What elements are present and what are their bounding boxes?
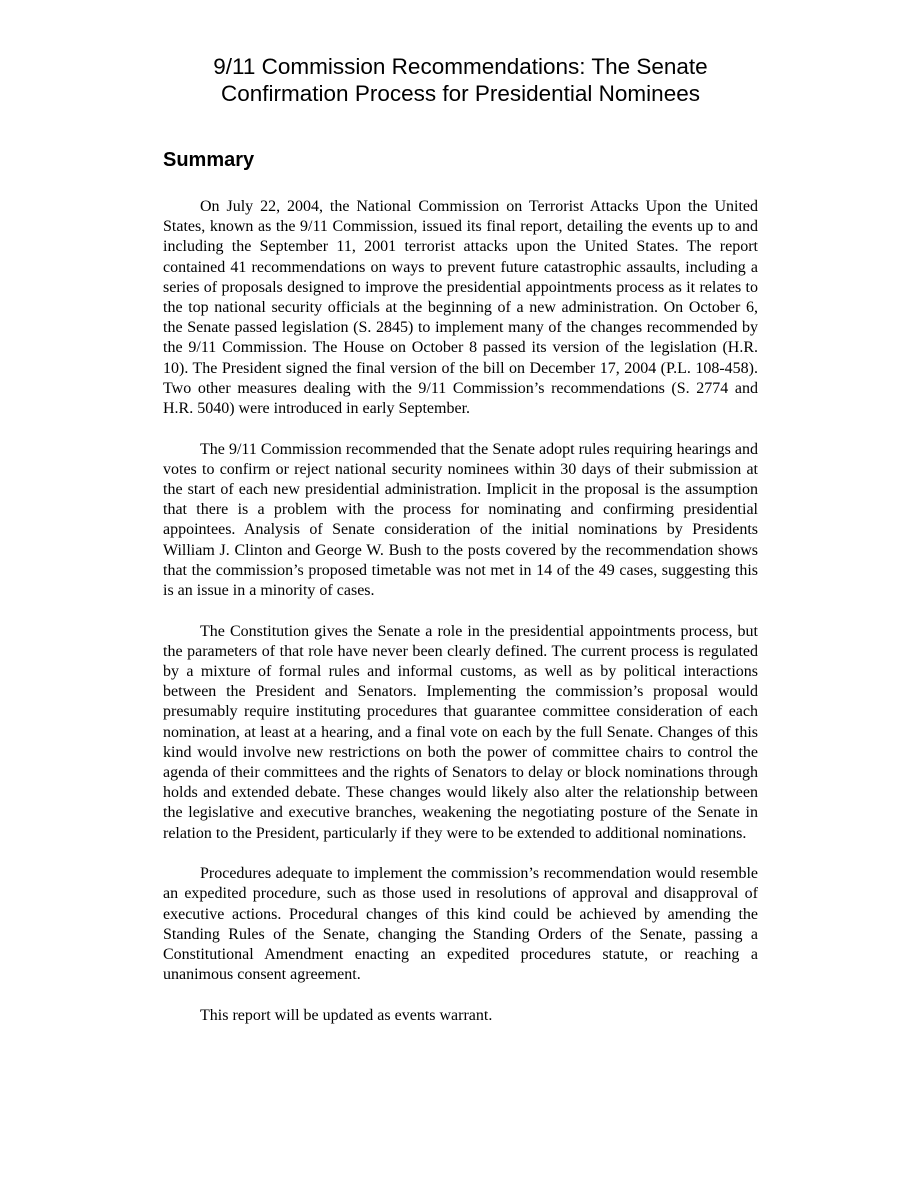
- paragraph-2: The 9/11 Commission recommended that the Senate adopt rules requiring hearings and votes to confirm or reject national security nominees within 30 days of their submission at the start of each new presidential administration. Implicit in the proposal is the assumption that there is a problem with the process for nominating and confirming presidential appointees. Analysis of Senate consideration of the initial nominations by Presidents William J. Clinton and George W. Bush to the posts covered by the recommendation shows that the commission’s proposed timetable was not met in 14 of the 49 cases, suggesting this is an issue in a minority of cases.: [163, 440, 758, 600]
- paragraph-5: This report will be updated as events warrant.: [200, 1006, 493, 1024]
- title-line-1: 9/11 Commission Recommendations: The Senate: [213, 54, 708, 79]
- paragraph-4: Procedures adequate to implement the commission’s recommendation would resemble an expedited procedure, such as those used in resolutions of approval and disapproval of executive actions. Procedural changes of this kind could be achieved by amending the Standing Rules of the Senate, changing the Standing Orders of the Senate, passing a Constitutional Amendment enacting an expedited procedures statute, or reaching a unanimous consent agreement.: [163, 865, 758, 984]
- document-title: [163, 53, 758, 107]
- paragraph-3: The Constitution gives the Senate a role in the presidential appointments process, but the parameters of that role have never been clearly defined. The current process is regulated by a mixture of formal rules and informal customs, as well as by political interactions between the President and Senators. Implementing the commission’s proposal would presumably require instituting procedures that guarantee committee consideration of each nomination, at least at a hearing, and a final vote on each by the full Senate. Changes of this kind would involve new restrictions on both the power of committee chairs to control the agenda of their committees and the rights of Senators to delay or block nominations through holds and extended debate. These changes would likely also alter the relationship between the legislative and executive branches, weakening the negotiating posture of the Senate in relation to the President, particularly if they were to be extended to additional nominations.: [163, 622, 758, 842]
- title-line-2: Confirmation Process for Presidential Nominees: [221, 81, 700, 106]
- summary-heading: Summary: [163, 149, 255, 171]
- document-page: [163, 53, 758, 1026]
- paragraph-1: On July 22, 2004, the National Commission on Terrorist Attacks Upon the United States, known as the 9/11 Commission, issued its final report, detailing the events up to and including the September 11, 2001 terrorist attacks upon the United States. The report contained 41 recommendations on ways to prevent future catastrophic assaults, including a series of proposals designed to improve the presidential appointments process as it relates to the top national security officials at the beginning of a new administration. On October 6, the Senate passed legislation (S. 2845) to implement many of the changes recommended by the 9/11 Commission. The House on October 8 passed its version of the legislation (H.R. 10). The President signed the final version of the bill on December 17, 2004 (P.L. 108-458). Two other measures dealing with the 9/11 Commission’s recommendations (S. 2774 and H.R. 5040) were introduced in early September.: [163, 198, 758, 418]
